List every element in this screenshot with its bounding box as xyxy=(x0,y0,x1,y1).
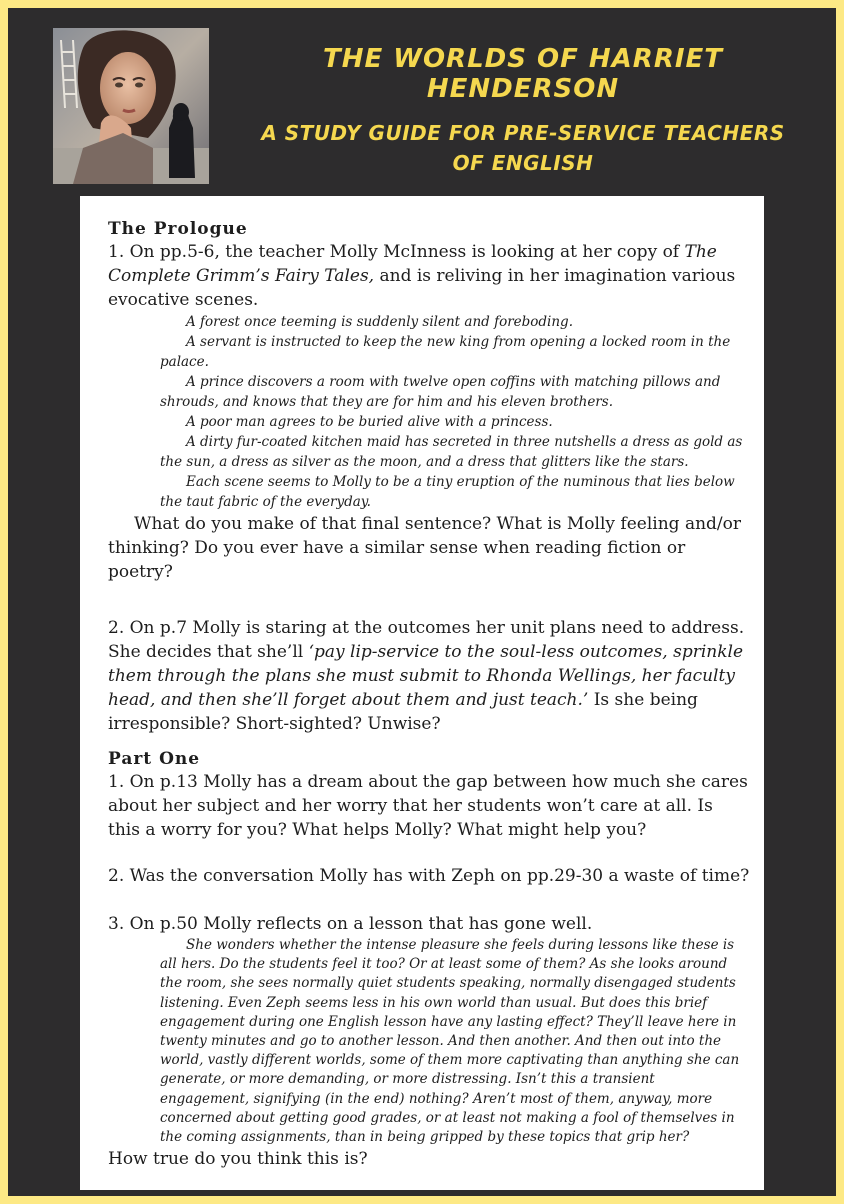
prologue-q2-text xyxy=(108,616,750,736)
prologue-q1-book-title: The Complete Grimm’s Fairy Tales, xyxy=(108,242,717,286)
scene-item: Each scene seems to Molly to be a tiny eruption of the numinous that lies below the taut fabric of the everyday. xyxy=(160,474,735,510)
part-one-heading: Part One xyxy=(108,749,201,769)
part-one-question-1: 1. On p.13 Molly has a dream about the gap between how much she cares about her subject and her worry that her students won’t care at all. Is this a worry for you? What helps Molly? What might help you? xyxy=(108,772,748,840)
scene-item: A forest once teeming is suddenly silent and foreboding. xyxy=(186,314,573,330)
scene-item: A servant is instructed to keep the new king from opening a locked room in the palace. xyxy=(160,334,731,370)
study-guide-page xyxy=(80,196,764,1190)
prologue-heading: The Prologue xyxy=(108,219,248,239)
cover-image xyxy=(53,28,209,184)
scene-item: A dirty fur-coated kitchen maid has secreted in three nutshells a dress as gold as the sun, a dress as silver as the moon, and a dress that glitters like the stars. xyxy=(160,434,743,470)
part-one-q3-question: How true do you think this is? xyxy=(108,1149,368,1170)
prologue-question-1 xyxy=(108,240,750,312)
part-one-question-3-block xyxy=(108,912,750,1171)
prologue-q2-intro: 2. On p.7 Molly is staring at the outcomes her unit plans need to address. She decides that she’ll xyxy=(108,618,745,662)
prologue-q2-quote: ‘pay lip-service to the soul-less outcomes, sprinkle them through the plans she must submit to Rhonda Wellings, her faculty head, and then she’ll forget about them and just teach.’ xyxy=(108,642,744,710)
part-one-question-3: 3. On p.50 Molly reflects on a lesson that has gone well. xyxy=(108,914,593,934)
prologue-section xyxy=(108,218,750,584)
page-subtitle: A STUDY GUIDE FOR PRE-SERVICE TEACHERS OF ENGLISH xyxy=(261,121,785,175)
page-title: THE WORLDS OF HARRIET HENDERSON xyxy=(322,44,724,104)
prologue-q1-intro-a: 1. On pp.5-6, the teacher Molly McInness is looking at her copy of xyxy=(108,242,685,262)
prologue-q1-question: What do you make of that final sentence? What is Molly feeling and/or thinking? Do you ever have a similar sense when reading fiction or poetry? xyxy=(108,514,742,582)
poster-frame xyxy=(8,8,836,1196)
part-one-question-2-block xyxy=(108,864,750,888)
part-one-q3-quote: She wonders whether the intense pleasure she feels during lessons like these is all hers. Do the students feel it too? Or at least some of them? As she looks around the room, she sees normally quiet students speaking, normally disengaged students listening. Even Zeph seems less in his own world than usual. But does this brief engagement during one English lesson have any lasting effect? They’ll leave here in twenty minutes and go to another lesson. And then another. And then out into the world, vastly different worlds, some of them more captivating than anything she can generate, or more demanding, or more distressing. Isn’t this a transient engagement, signifying (in the end) nothing? Aren’t most of them, anyway, more concerned about getting good grades, or at least not making a fool of themselves in the coming assignments, than in being gripped by these topics that grip her? xyxy=(160,937,740,1146)
prologue-question-2 xyxy=(108,616,750,736)
cover-painting xyxy=(53,28,209,184)
scene-item: A poor man agrees to be buried alive with a princess. xyxy=(186,414,553,430)
prologue-scenes-quote xyxy=(108,312,750,512)
part-one-section xyxy=(108,748,750,842)
scene-item: A prince discovers a room with twelve open coffins with matching pillows and shrouds, and knows that they are for him and his eleven brothers. xyxy=(160,374,721,410)
prologue-q1-intro-b: and is reliving in her imagination various evocative scenes. xyxy=(108,266,736,310)
prologue-q2-question: Is she being irresponsible? Short-sighted? Unwise? xyxy=(108,690,698,734)
part-one-question-2: 2. Was the conversation Molly has with Zeph on pp.29-30 a waste of time? xyxy=(108,866,750,886)
